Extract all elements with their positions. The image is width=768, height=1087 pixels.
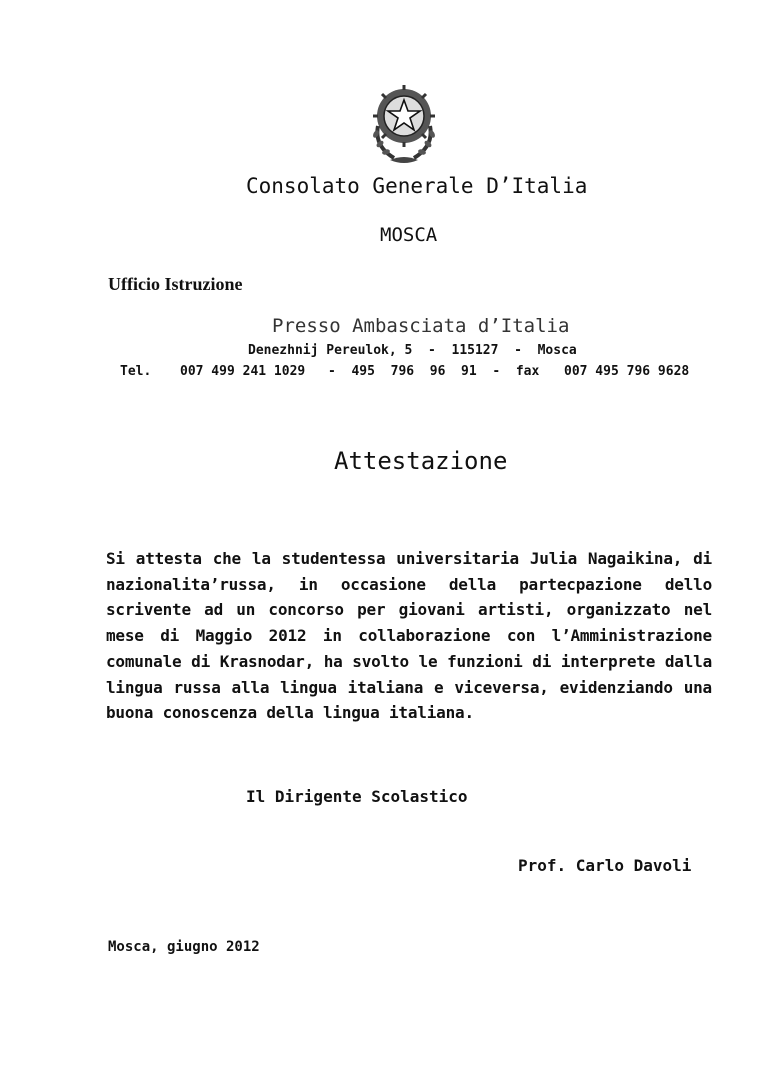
embassy-line: Presso Ambasciata d’Italia xyxy=(272,315,570,337)
italian-republic-emblem-icon xyxy=(364,76,444,168)
signatory-name: Prof. Carlo Davoli xyxy=(518,856,692,875)
attestation-body: Si attesta che la studentessa universitaria Julia Nagaikina, di nazionalita’russa, in occasione della partecpazione dello scrivente ad un concorso per giovani artisti, organizzato nel mese di Maggio 2012 in collaborazione con l’Amministrazione comunale di Krasnodar, ha svolto le funzioni di interprete dalla lingua russa alla lingua italiana e viceversa, evidenziando una buona conoscenza della lingua italiana. xyxy=(106,549,712,723)
tel-number-2: - 495 796 96 91 - fax xyxy=(328,364,540,379)
city-name: MOSCA xyxy=(380,224,438,246)
consulate-name: Consolato Generale D’Italia xyxy=(246,174,588,198)
fax-number: 007 495 796 9628 xyxy=(564,364,690,379)
tel-number-1: 007 499 241 1029 xyxy=(180,364,306,379)
document-title: Attestazione xyxy=(334,447,508,475)
contact-line xyxy=(120,364,690,439)
tel-label: Tel. xyxy=(120,364,152,379)
signatory-role: Il Dirigente Scolastico xyxy=(246,787,468,806)
office-name: Ufficio Istruzione xyxy=(108,274,243,294)
place-date: Mosca, giugno 2012 xyxy=(108,939,260,955)
address-line: Denezhnij Pereulok, 5 - 115127 - Mosca xyxy=(248,343,577,358)
